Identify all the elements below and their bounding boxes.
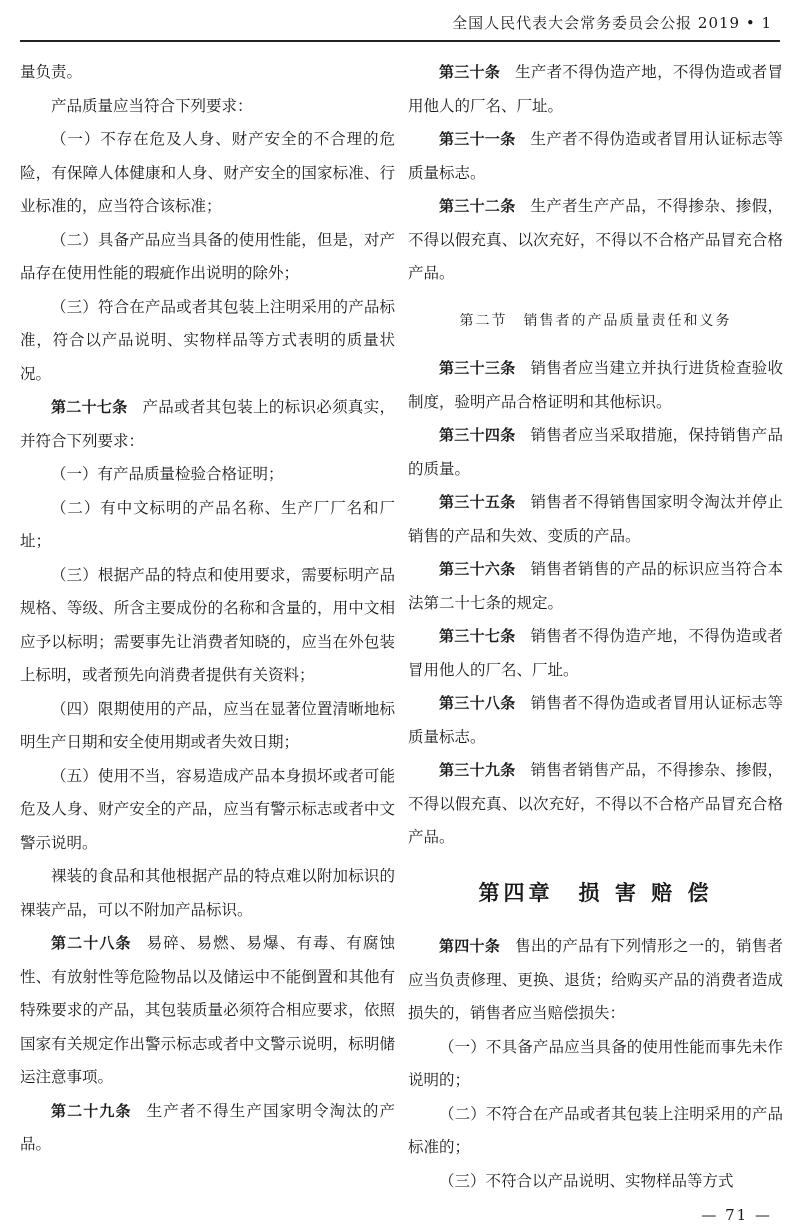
article-title: 第三十一条 — [439, 130, 516, 148]
article-text: 生产者不得生产国家明令淘汰的产品。 — [20, 1101, 395, 1153]
right-column — [408, 56, 783, 1198]
article-title: 第三十九条 — [439, 761, 516, 779]
left-column — [20, 56, 395, 1162]
article-title: 第三十二条 — [439, 197, 516, 215]
article-text: 售出的产品有下列情形之一的，销售者应当负责修理、更换、退货；给购买产品的消费者造成损失的，销售者应当赔偿损失： — [408, 937, 783, 1022]
article-34 — [408, 419, 783, 486]
article-title: 第三十八条 — [439, 694, 516, 712]
paragraph: 裸装的食品和其他根据产品的特点难以附加标识的裸装产品，可以不附加产品标识。 — [20, 867, 395, 919]
article-text: 易碎、易燃、易爆、有毒、有腐蚀性、有放射性等危险物品以及储运中不能倒置和其他有特殊要求的产品，其包装质量必须符合相应要求，依照国家有关规定作出警示标志或者中文警示说明，标明储运注意事项。 — [20, 934, 395, 1086]
article-27 — [20, 391, 395, 458]
list-item: （二）有中文标明的产品名称、生产厂厂名和厂址； — [20, 498, 395, 550]
article-text: 销售者不得伪造或者冒用认证标志等质量标志。 — [408, 694, 783, 746]
list-item: （四）限期使用的产品，应当在显著位置清晰地标明生产日期和安全使用期或者失效日期； — [20, 699, 395, 751]
article-title: 第二十七条 — [51, 398, 128, 416]
list-item: （一）不具备产品应当具备的使用性能而事先未作说明的； — [408, 1037, 783, 1089]
page-header: 全国人民代表大会常务委员会公报 2019 • 1 — [452, 14, 772, 32]
list-item: （三）根据产品的特点和使用要求，需要标明产品规格、等级、所含主要成份的名称和含量的，用中文相应予以标明；需要事先让消费者知晓的，应当在外包装上标明，或者预先向消费者提供有关资料； — [20, 565, 395, 684]
article-text: 销售者不得伪造产地，不得伪造或者冒用他人的厂名、厂址。 — [408, 627, 783, 679]
list-item: （二）不符合在产品或者其包装上注明采用的产品标准的； — [408, 1104, 783, 1156]
paragraph: 产品质量应当符合下列要求： — [51, 96, 253, 115]
chapter-title: 第四章 损 害 赔 偿 — [478, 880, 713, 905]
article-title: 第四十条 — [439, 937, 501, 955]
paragraph: 量负责。 — [20, 63, 83, 81]
article-text: 销售者销售的产品的标识应当符合本法第二十七条的规定。 — [408, 560, 783, 612]
article-title: 第三十六条 — [439, 560, 516, 578]
article-text: 生产者不得伪造或者冒用认证标志等质量标志。 — [408, 130, 783, 182]
section-title: 第二节 销售者的产品质量责任和义务 — [459, 312, 732, 329]
article-31 — [408, 123, 783, 190]
article-title: 第三十条 — [439, 63, 501, 81]
article-title: 第三十五条 — [439, 493, 516, 511]
article-text: 生产者生产产品，不得掺杂、掺假，不得以假充真、以次充好，不得以不合格产品冒充合格产品。 — [408, 197, 783, 282]
article-33 — [408, 352, 783, 419]
article-title: 第三十四条 — [439, 426, 516, 444]
list-item: （五）使用不当，容易造成产品本身损坏或者可能危及人身、财产安全的产品，应当有警示标志或者中文警示说明。 — [20, 766, 395, 852]
article-title: 第二十八条 — [51, 934, 132, 952]
article-title: 第三十三条 — [439, 359, 516, 377]
article-title: 第三十七条 — [439, 627, 516, 645]
article-text: 销售者不得销售国家明令淘汰并停止销售的产品和失效、变质的产品。 — [408, 493, 783, 545]
article-30 — [408, 56, 783, 123]
header-rule — [20, 40, 780, 42]
article-text: 销售者销售产品，不得掺杂、掺假，不得以假充真、以次充好，不得以不合格产品冒充合格产品。 — [408, 761, 783, 846]
page-number: — 71 — — [701, 1206, 772, 1224]
article-text: 销售者应当采取措施，保持销售产品的质量。 — [408, 426, 783, 478]
article-text: 产品或者其包装上的标识必须真实，并符合下列要求： — [20, 398, 395, 450]
list-item: （一）有产品质量检验合格证明； — [51, 465, 284, 483]
article-40 — [408, 930, 783, 1031]
article-29 — [20, 1095, 395, 1162]
article-36 — [408, 553, 783, 620]
article-35 — [408, 486, 783, 553]
list-item: （一）不存在危及人身、财产安全的不合理的危险，有保障人体健康和人身、财产安全的国家标准、行业标准的，应当符合该标准； — [20, 130, 395, 215]
article-text: 生产者不得伪造产地，不得伪造或者冒用他人的厂名、厂址。 — [408, 63, 783, 115]
list-item: （三）符合在产品或者其包装上注明采用的产品标准，符合以产品说明、实物样品等方式表明的质量状况。 — [20, 297, 395, 383]
list-item: （二）具备产品应当具备的使用性能，但是，对产品存在使用性能的瑕疵作出说明的除外； — [20, 230, 395, 282]
list-item: （三）不符合以产品说明、实物样品等方式 — [439, 1171, 734, 1190]
article-32 — [408, 190, 783, 291]
article-text: 销售者应当建立并执行进货检查验收制度，验明产品合格证明和其他标识。 — [408, 359, 783, 411]
article-title: 第二十九条 — [51, 1101, 132, 1120]
article-39 — [408, 754, 783, 855]
article-28 — [20, 927, 395, 1095]
article-38 — [408, 687, 783, 754]
article-37 — [408, 620, 783, 687]
